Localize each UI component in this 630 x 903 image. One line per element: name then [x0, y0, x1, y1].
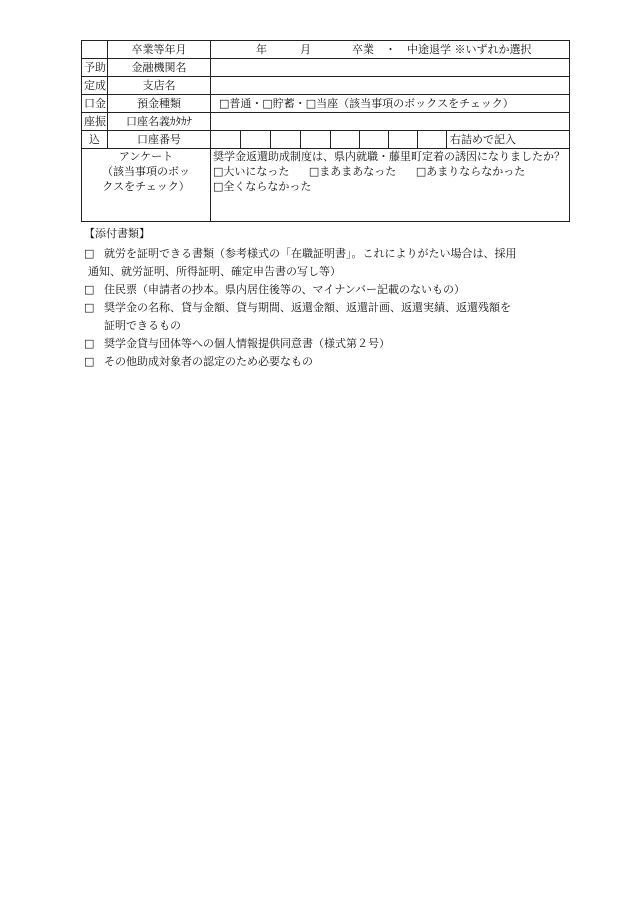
survey-label-line: アンケート [118, 150, 174, 163]
account-digit-cell[interactable] [211, 131, 241, 149]
checkbox[interactable]: □ [84, 355, 95, 368]
account-digit-cell[interactable] [418, 131, 447, 149]
side-label: 座振 [82, 113, 108, 131]
account-digit-cell[interactable] [271, 131, 301, 149]
account-number-row [82, 131, 570, 149]
survey-question: 奨学金返還助成制度は、県内就職・藤里町定着の誘因になりましたか？ [213, 150, 565, 163]
survey-label-line: （該当事項のボッ [102, 165, 190, 178]
attachment-item [84, 245, 564, 263]
deposit-type-options[interactable]: □普通・□貯蓄・□当座（該当事項のボックスをチェック） [211, 95, 570, 113]
attachment-text: 奨学金貸与団体等への個人情報提供同意書（様式第２号） [104, 337, 390, 350]
branch-row [82, 77, 570, 95]
account-number-note: 右詰めで記入 [447, 131, 570, 149]
bank-row [82, 59, 570, 77]
survey-row [82, 149, 570, 222]
survey-label [82, 149, 211, 222]
attachment-item [84, 299, 564, 317]
side-label: 予助 [82, 59, 108, 77]
checkbox[interactable]: □ [84, 301, 95, 314]
branch-name-label: 支店名 [108, 77, 211, 95]
side-label: 口金 [82, 95, 108, 113]
account-digit-cell[interactable] [360, 131, 389, 149]
account-digit-cell[interactable] [389, 131, 418, 149]
attachment-continuation: 通知、就労証明、所得証明、確定申告書の写し等） [88, 265, 341, 278]
holder-row [82, 113, 570, 131]
graduation-row [82, 41, 570, 59]
survey-option[interactable]: □あまりならなかった [415, 165, 526, 178]
attachment-item [84, 353, 564, 371]
graduation-year: 年 [256, 43, 267, 56]
survey-label-line: クスをチェック） [102, 180, 190, 193]
graduation-label: 卒業等年月 [108, 41, 211, 59]
graduation-month: 月 [300, 43, 311, 56]
account-digit-cell[interactable] [241, 131, 271, 149]
side-blank-cell [82, 41, 108, 59]
application-form [81, 40, 565, 222]
attachment-continuation: 証明できるもの [104, 319, 181, 332]
attachment-item [84, 335, 564, 353]
account-holder-field[interactable] [211, 113, 570, 131]
account-number-label: 口座番号 [108, 131, 211, 149]
account-digit-cell[interactable] [331, 131, 360, 149]
deposit-row [82, 95, 570, 113]
graduation-options[interactable]: 卒業 ・ 中途退学 ※いずれか選択 [352, 43, 532, 56]
attachment-text: その他助成対象者の認定のため必要なもの [104, 355, 313, 368]
branch-name-field[interactable] [211, 77, 570, 95]
account-digit-cell[interactable] [301, 131, 331, 149]
bank-name-field[interactable] [211, 59, 570, 77]
side-label: 込 [82, 131, 108, 149]
attachment-text: 就労を証明できる書類（参考様式の「在職証明書」。これによりがたい場合は、採用 [104, 247, 517, 260]
attachment-text: 奨学金の名称、貸与金額、貸与期間、返還金額、返還計画、返還実績、返還残額を [104, 301, 511, 314]
bank-info-table [81, 40, 570, 222]
checkbox[interactable]: □ [84, 337, 95, 350]
account-holder-label: 口座名義ｶﾀｶﾅ [108, 113, 211, 131]
checkbox[interactable]: □ [84, 283, 95, 296]
survey-option[interactable]: □まあまあなった [308, 165, 397, 178]
checkbox[interactable]: □ [84, 247, 95, 260]
survey-option[interactable]: □全くならなかった [213, 180, 312, 193]
deposit-type-label: 預金種類 [108, 95, 211, 113]
attachment-text: 住民票（申請者の抄本。県内居住後等の、マイナンバー記載のないもの） [104, 283, 466, 296]
side-label: 定成 [82, 77, 108, 95]
attachments-section [84, 225, 564, 371]
attachments-header: 【添付書類】 [84, 227, 150, 240]
attachment-item [84, 281, 564, 299]
survey-option[interactable]: □大いになった [213, 165, 290, 178]
survey-question-cell [211, 149, 570, 222]
bank-name-label: 金融機関名 [108, 59, 211, 77]
survey-options-row [213, 164, 567, 179]
survey-options-row [213, 179, 567, 194]
graduation-field[interactable] [211, 41, 570, 59]
